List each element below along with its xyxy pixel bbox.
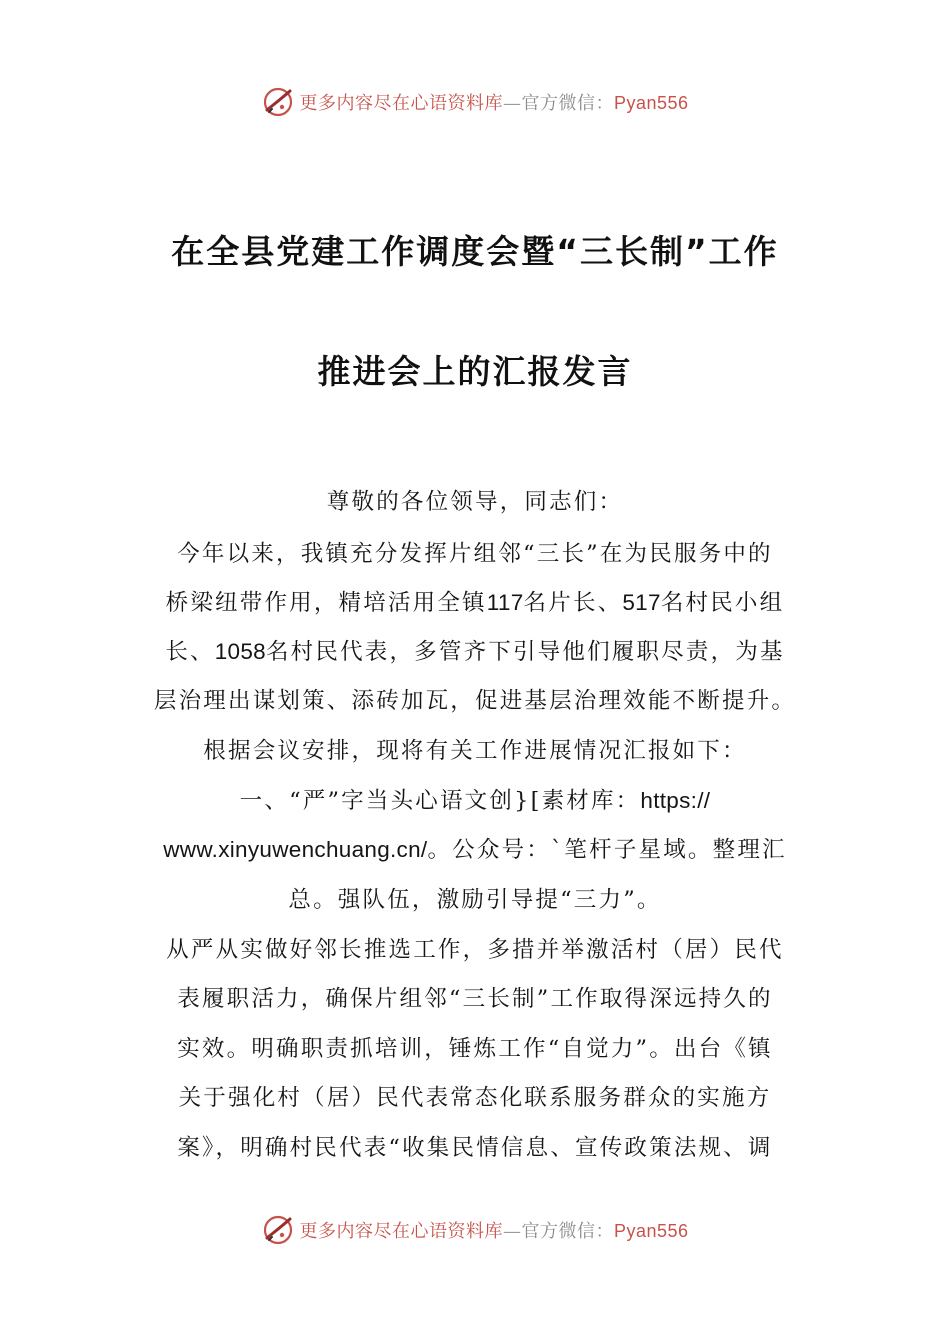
body-line: 层治理出谋划策、添砖加瓦，促进基层治理效能不断提升。 — [153, 688, 797, 714]
greeting-line: 尊敬的各位领导，同志们： — [326, 489, 624, 515]
section-heading-line: 总。强队伍，激励引导提“三力”。 — [288, 887, 662, 913]
body-line: 案》，明确村民代表“收集民情信息、宣传政策法规、调 — [177, 1135, 773, 1161]
watermark-text: 更多内容尽在心语资料库—官方微信：Pyan556 — [299, 93, 689, 114]
section-heading-line: www.xinyuwenchuang.cn/。公众号：`笔杆子星域。整理汇 — [163, 837, 787, 863]
section-heading-line: 一、“严”字当头心语文创}[素材库：https:// — [239, 788, 711, 814]
body-line: 表履职活力，确保片组邻“三长制”工作取得深远持久的 — [177, 986, 773, 1012]
body-line: 长、1058名村民代表，多管齐下引导他们履职尽责，为基 — [165, 639, 785, 665]
watermark-banner-bottom — [0, 1210, 950, 1250]
body-line: 实效。明确职责抓培训，锤炼工作“自觉力”。出台《镇 — [177, 1036, 773, 1062]
body-line: 从严从实做好邻长推选工作，多措并举激活村（居）民代 — [166, 937, 784, 963]
body-line: 今年以来，我镇充分发挥片组邻“三长”在为民服务中的 — [177, 541, 773, 567]
document-title-line-2: 推进会上的汇报发言 — [317, 352, 633, 391]
document-title-line-1: 在全县党建工作调度会暨“三长制”工作 — [171, 232, 779, 271]
pen-in-circle-logo-icon — [261, 85, 295, 119]
pen-in-circle-logo-icon — [261, 1213, 295, 1247]
watermark-text: 更多内容尽在心语资料库—官方微信：Pyan556 — [299, 1221, 689, 1242]
body-line: 根据会议安排，现将有关工作进展情况汇报如下： — [203, 738, 747, 764]
body-line: 桥梁纽带作用，精培活用全镇117名片长、517名村民小组 — [165, 590, 785, 616]
watermark-banner-top — [0, 82, 950, 122]
body-line: 关于强化村（居）民代表常态化联系服务群众的实施方 — [178, 1085, 772, 1111]
